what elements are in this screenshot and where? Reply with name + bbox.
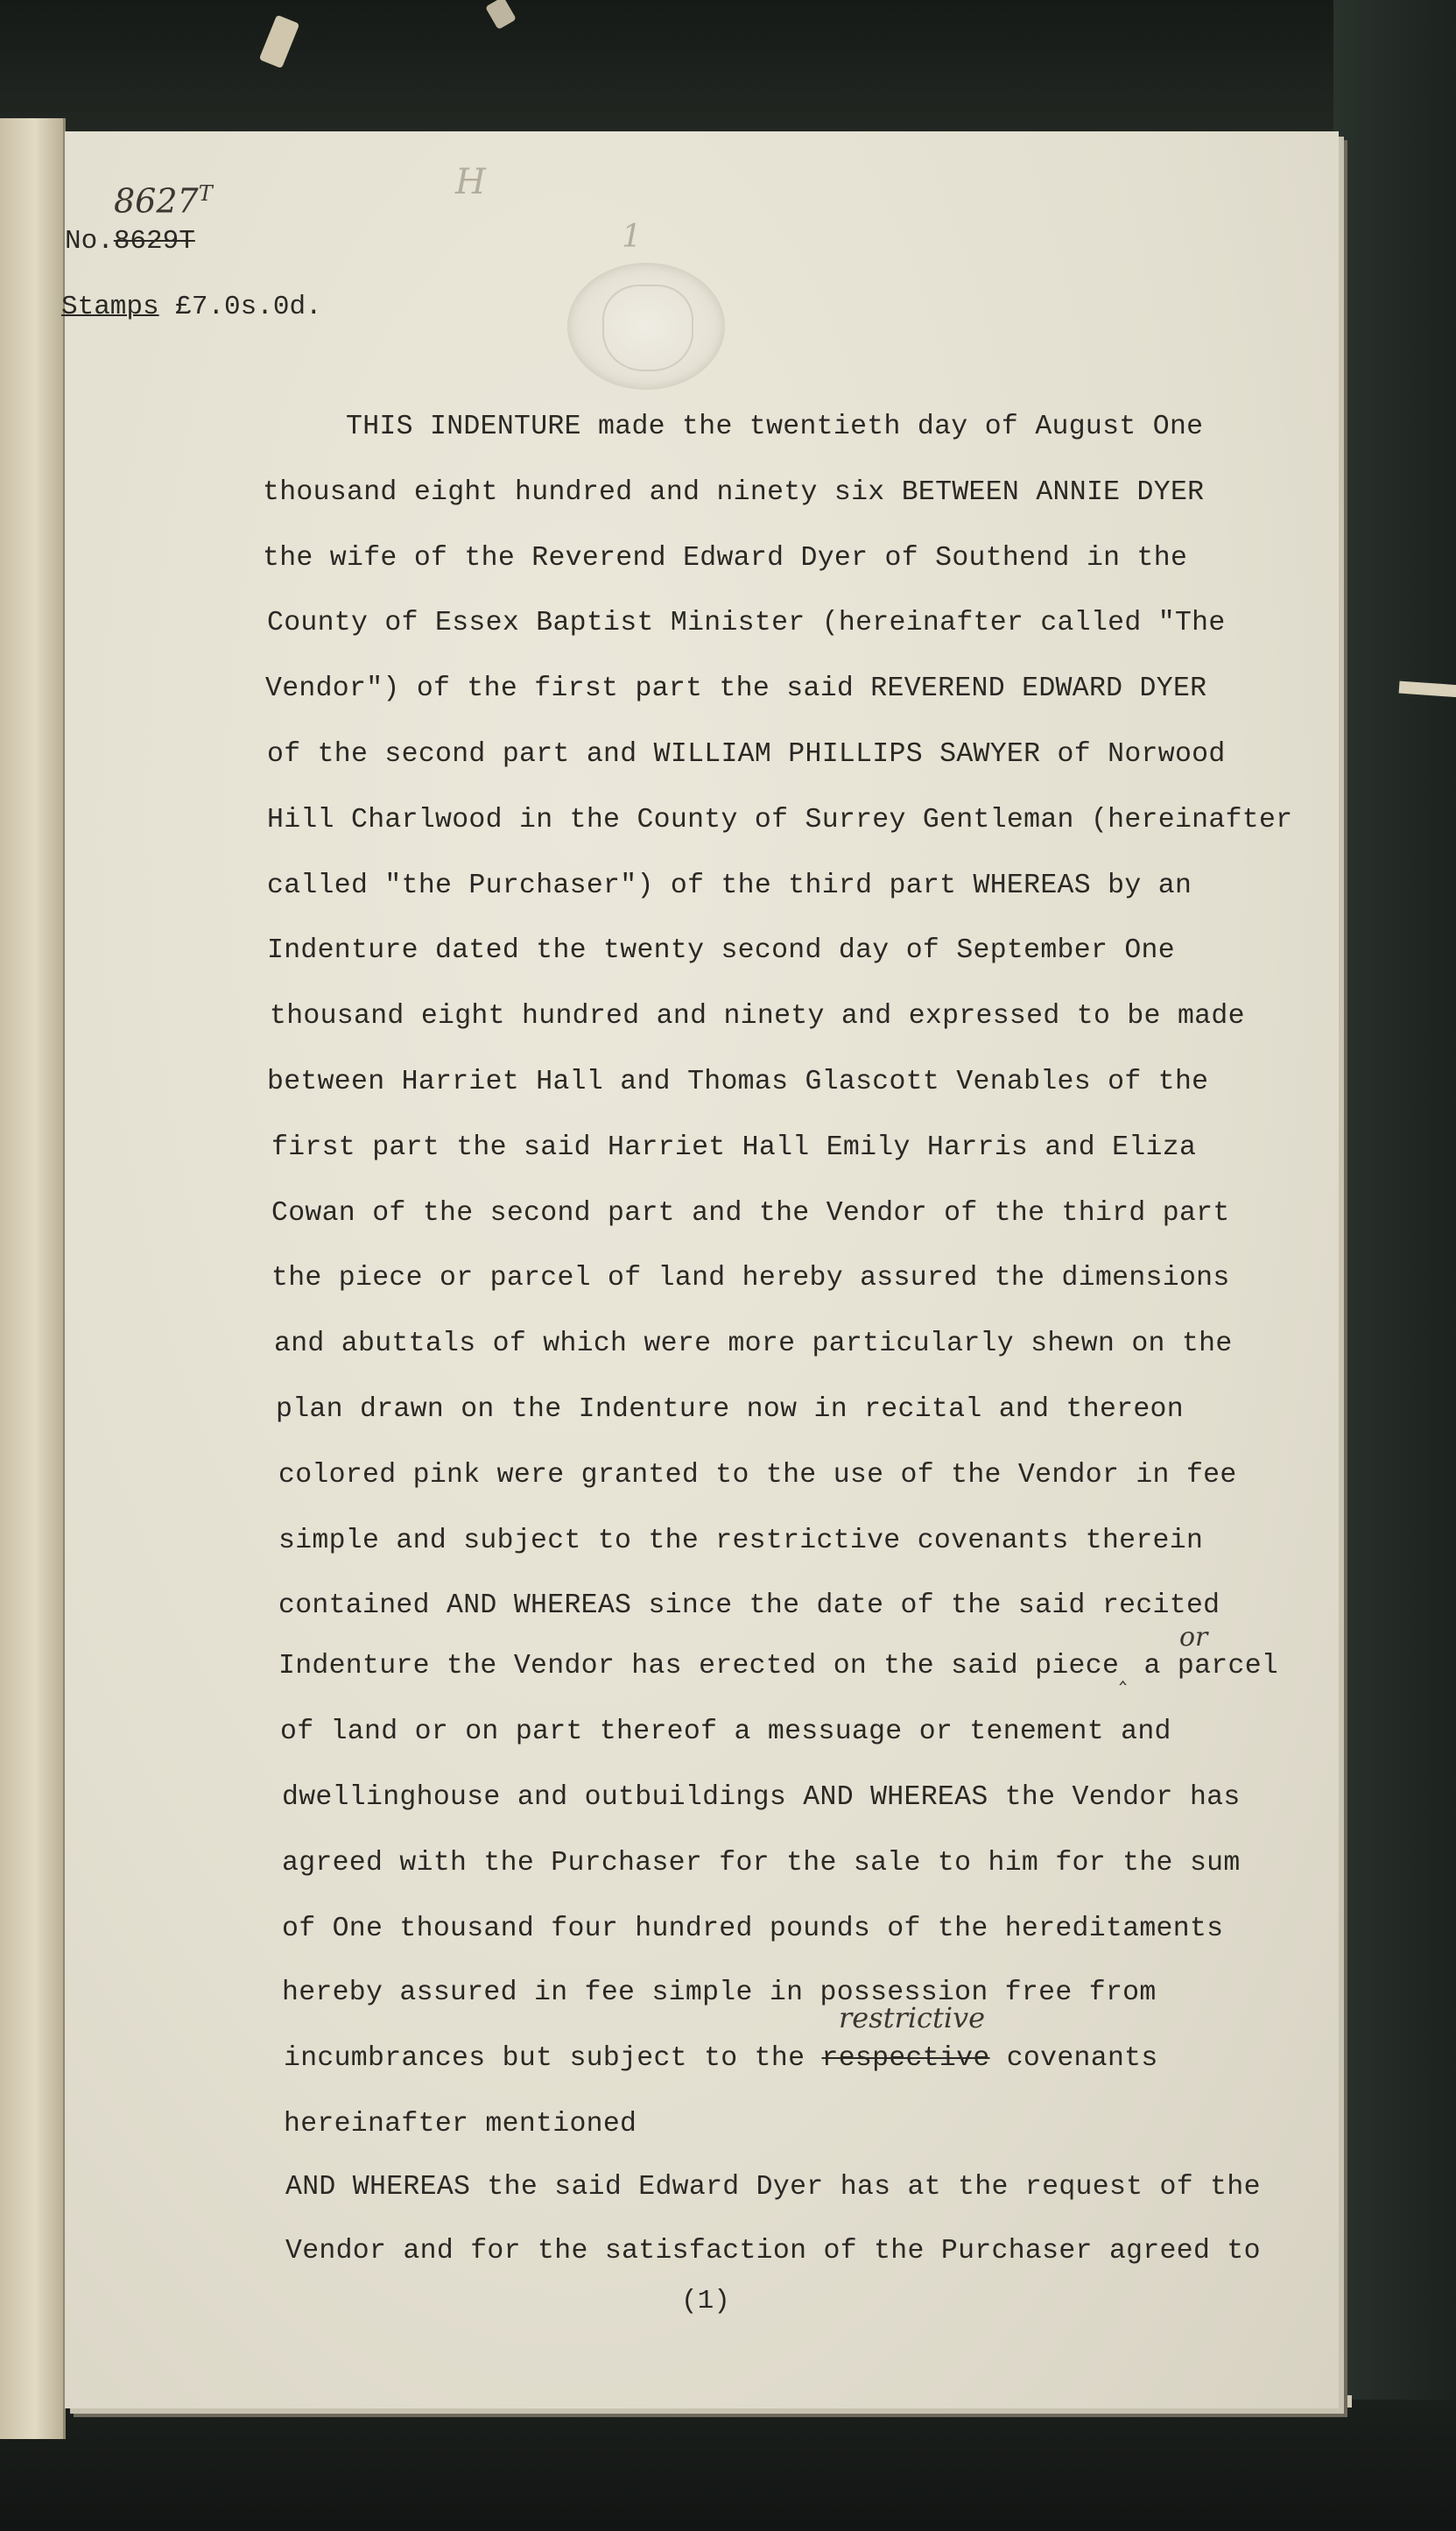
background-top	[0, 0, 1456, 140]
text-line: of land or on part thereof a messuage or tenement and	[280, 1717, 1171, 1747]
text-line: and abuttals of which were more particularly shewn on the	[274, 1329, 1233, 1359]
text-line: plan drawn on the Indenture now in recital and thereon	[276, 1394, 1184, 1425]
text-line: Hill Charlwood in the County of Surrey Gentleman (hereinafter	[267, 805, 1293, 835]
text-line: AND WHEREAS the said Edward Dyer has at the request of the	[285, 2172, 1261, 2203]
text-line: agreed with the Purchaser for the sale to him for the sum	[282, 1848, 1241, 1879]
text-line: between Harriet Hall and Thomas Glascott Venables of the	[267, 1067, 1209, 1097]
background-bottom	[0, 2400, 1456, 2531]
text-line: Vendor") of the first part the said REVEREND EDWARD DYER	[265, 673, 1207, 704]
text-line: dwellinghouse and outbuildings AND WHEREAS the Vendor has	[282, 1782, 1241, 1813]
struck-word: respective	[821, 2043, 990, 2074]
text-line: thousand eight hundred and ninety six BETWEEN ANNIE DYER	[263, 477, 1205, 508]
page-number: (1)	[681, 2286, 730, 2316]
text-line: simple and subject to the restrictive covenants therein	[278, 1526, 1204, 1556]
pencil-mark: 1	[622, 219, 642, 255]
text-line: hereinafter mentioned	[284, 2109, 637, 2140]
text-line: incumbrances but subject to the respective covenants	[284, 2043, 1158, 2074]
text-line: called "the Purchaser") of the third part WHEREAS by an	[267, 871, 1192, 901]
book-binding-left-page	[0, 118, 66, 2439]
pencil-mark: H	[455, 162, 486, 202]
stamp-duty: Stamps £7.0s.0d.	[61, 292, 322, 322]
handwritten-insertion: restrictive	[839, 2001, 986, 2034]
document-number: No.8629T	[65, 226, 195, 257]
text-line: County of Essex Baptist Minister (hereinafter called "The	[267, 608, 1226, 638]
text-line: the wife of the Reverend Edward Dyer of Southend in the	[263, 543, 1188, 574]
text-line: of the second part and WILLIAM PHILLIPS SAWYER of Norwood	[267, 739, 1226, 770]
text-line: THIS INDENTURE made the twentieth day of August One	[346, 412, 1204, 442]
text-line: Indenture dated the twenty second day of September One	[267, 935, 1175, 966]
text-line: first part the said Harriet Hall Emily Harris and Eliza	[271, 1132, 1197, 1163]
text-line: colored pink were granted to the use of the Vendor in fee	[278, 1460, 1237, 1491]
text-line: the piece or parcel of land hereby assured the dimensions	[271, 1263, 1230, 1294]
handwritten-document-number: $8627^T$	[114, 181, 213, 221]
embossed-seal-icon	[567, 263, 725, 390]
text-line: Vendor and for the satisfaction of the Purchaser agreed to	[285, 2236, 1261, 2267]
text-line: contained AND WHEREAS since the date of the said recited	[278, 1590, 1220, 1621]
struck-document-number: 8629T	[113, 226, 195, 257]
text-line: of One thousand four hundred pounds of the hereditaments	[282, 1914, 1224, 1944]
text-line: Indenture the Vendor has erected on the said piece$_‸$ a parcel	[278, 1651, 1279, 1687]
background-right	[1333, 0, 1456, 2531]
text-line: thousand eight hundred and ninety and expressed to be made	[270, 1001, 1245, 1032]
text-line: Cowan of the second part and the Vendor of the third part	[271, 1198, 1230, 1229]
handwritten-insertion: or	[1179, 1622, 1208, 1653]
text-line: hereby assured in fee simple in possession free from	[282, 1978, 1157, 2008]
